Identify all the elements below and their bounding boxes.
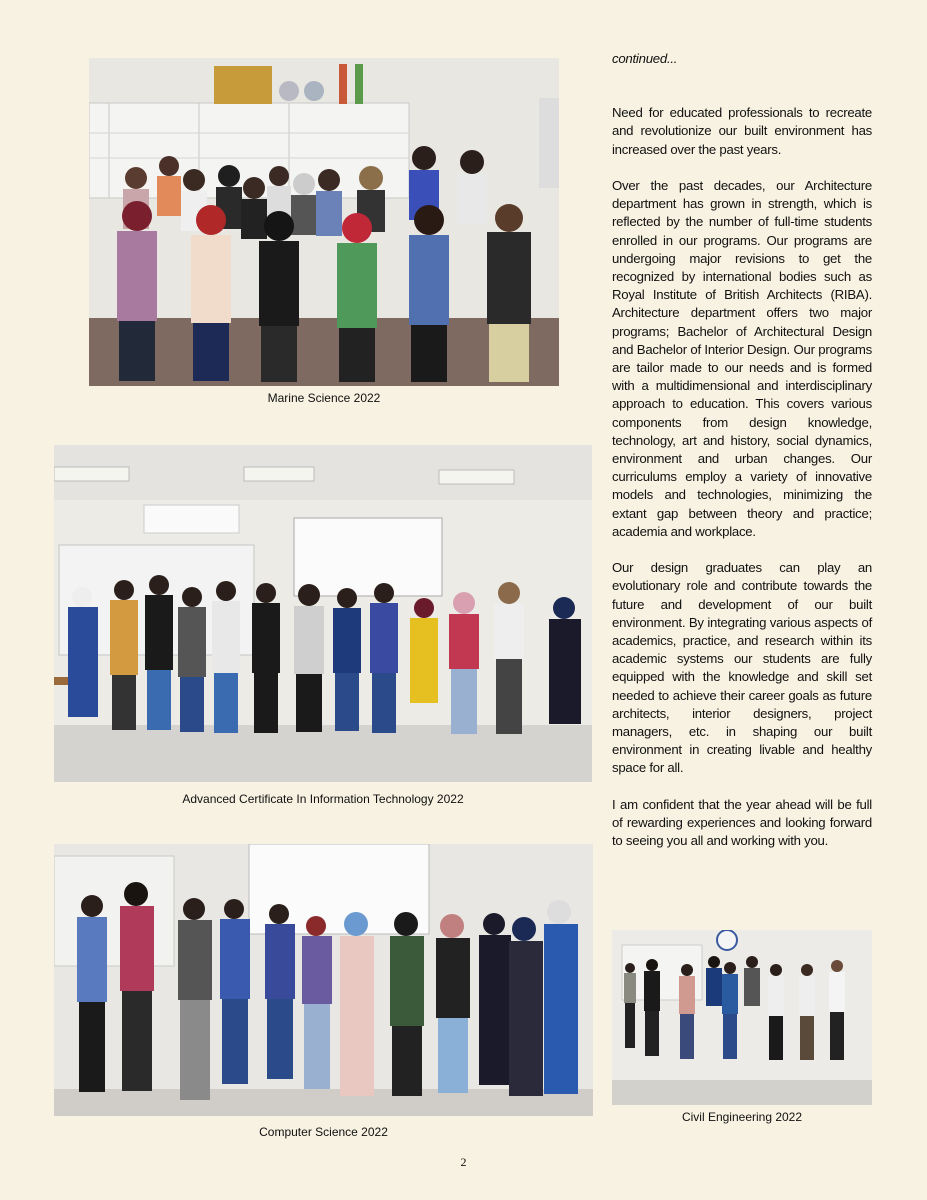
continued-label: continued... bbox=[612, 51, 678, 66]
article-paragraph: Our design graduates can play an evolutionary role and contribute towards the future and development of our built environment. By integrating various aspects of academics, practice, and research within its academic systems our students are fully equipped with the knowledge and skill set needed to achieve their career goals as future architects, interior designers, project managers, etc. in shaping our built environment in creating livable and healthy space for all. bbox=[612, 560, 872, 776]
article-column bbox=[612, 50, 872, 869]
photo-marine-science bbox=[89, 58, 559, 386]
photo-civil-engineering bbox=[612, 930, 872, 1105]
article-paragraph: I am confident that the year ahead will be full of rewarding experiences and looking forward to seeing you all and working with you. bbox=[612, 796, 872, 849]
article-paragraph: Need for educated professionals to recreate and revolutionize our built environment has increased over the past years. bbox=[612, 105, 872, 157]
caption-civil-engineering: Civil Engineering 2022 bbox=[681, 1110, 803, 1124]
photo-computer-science bbox=[54, 844, 593, 1116]
caption-computer-science: Computer Science 2022 bbox=[259, 1125, 388, 1139]
page-number: 2 bbox=[460, 1155, 467, 1169]
caption-advanced-certificate-it: Advanced Certificate In Information Technology 2022 bbox=[182, 792, 464, 806]
photo-advanced-certificate-it bbox=[54, 445, 592, 782]
article-paragraph: Over the past decades, our Architecture department has grown in strength, which is reflected by the number of full-time students enrolled in our programs. Our programs are undergoing major revisions to get the recognized by international bodies such as Royal Institute of British Architects (RIBA). Architecture department offers two major programs; Bachelor of Architectural Design and Bachelor of Interior Design. Our programs are tailor made to our needs and is formed with a multidimensional and interdisciplinary approach to education. This covers various components from design knowledge, technology, art and history, social dynamics, environment and urban changes. Our curriculums employ a variety of innovative models and technologies, minimizing the extant gap between theory and practice; academia and workplace. bbox=[612, 178, 872, 539]
caption-marine-science: Marine Science 2022 bbox=[267, 391, 381, 405]
